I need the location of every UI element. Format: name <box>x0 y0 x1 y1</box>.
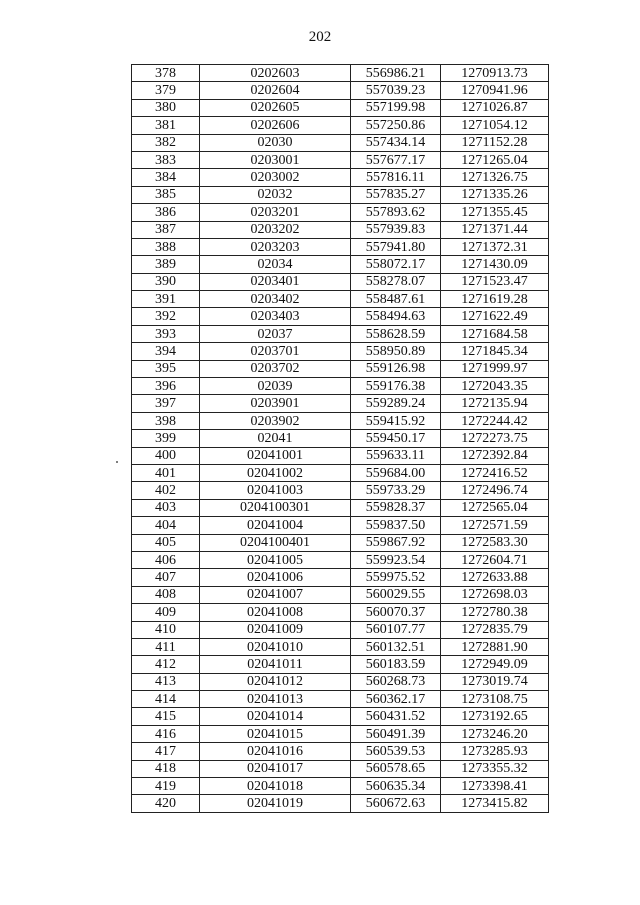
x-coordinate-cell: 560539.53 <box>351 743 441 760</box>
table-row <box>132 743 549 760</box>
y-coordinate-cell: 1273246.20 <box>441 725 549 742</box>
x-coordinate-cell: 559923.54 <box>351 551 441 568</box>
point-code-cell: 02034 <box>200 256 351 273</box>
point-code-cell: 0203203 <box>200 238 351 255</box>
y-coordinate-cell: 1271326.75 <box>441 169 549 186</box>
y-coordinate-cell: 1272604.71 <box>441 551 549 568</box>
row-index-cell: 414 <box>132 691 200 708</box>
table-row <box>132 256 549 273</box>
row-index-cell: 382 <box>132 134 200 151</box>
x-coordinate-cell: 558494.63 <box>351 308 441 325</box>
x-coordinate-cell: 559828.37 <box>351 499 441 516</box>
row-index-cell: 403 <box>132 499 200 516</box>
table-row <box>132 238 549 255</box>
point-code-cell: 0203402 <box>200 291 351 308</box>
row-index-cell: 408 <box>132 586 200 603</box>
y-coordinate-cell: 1273192.65 <box>441 708 549 725</box>
x-coordinate-cell: 557434.14 <box>351 134 441 151</box>
x-coordinate-cell: 560578.65 <box>351 760 441 777</box>
table-row <box>132 82 549 99</box>
point-code-cell: 02041012 <box>200 673 351 690</box>
y-coordinate-cell: 1272135.94 <box>441 395 549 412</box>
point-code-cell: 02041002 <box>200 464 351 481</box>
y-coordinate-cell: 1272633.88 <box>441 569 549 586</box>
x-coordinate-cell: 558278.07 <box>351 273 441 290</box>
y-coordinate-cell: 1272416.52 <box>441 464 549 481</box>
x-coordinate-cell: 560635.34 <box>351 778 441 795</box>
row-index-cell: 409 <box>132 604 200 621</box>
row-index-cell: 417 <box>132 743 200 760</box>
table-row <box>132 430 549 447</box>
row-index-cell: 394 <box>132 343 200 360</box>
x-coordinate-cell: 557199.98 <box>351 99 441 116</box>
x-coordinate-cell: 558628.59 <box>351 325 441 342</box>
point-code-cell: 0203702 <box>200 360 351 377</box>
point-code-cell: 0203901 <box>200 395 351 412</box>
table-row <box>132 586 549 603</box>
x-coordinate-cell: 557816.11 <box>351 169 441 186</box>
row-index-cell: 386 <box>132 204 200 221</box>
table-row <box>132 517 549 534</box>
table-row <box>132 795 549 812</box>
row-index-cell: 379 <box>132 82 200 99</box>
point-code-cell: 02041007 <box>200 586 351 603</box>
point-code-cell: 0203002 <box>200 169 351 186</box>
row-index-cell: 401 <box>132 464 200 481</box>
x-coordinate-cell: 559633.11 <box>351 447 441 464</box>
y-coordinate-cell: 1271026.87 <box>441 99 549 116</box>
y-coordinate-cell: 1271684.58 <box>441 325 549 342</box>
y-coordinate-cell: 1272881.90 <box>441 638 549 655</box>
table-row <box>132 499 549 516</box>
y-coordinate-cell: 1272244.42 <box>441 412 549 429</box>
y-coordinate-cell: 1273108.75 <box>441 691 549 708</box>
y-coordinate-cell: 1271355.45 <box>441 204 549 221</box>
row-index-cell: 418 <box>132 760 200 777</box>
x-coordinate-cell: 560431.52 <box>351 708 441 725</box>
point-code-cell: 02041009 <box>200 621 351 638</box>
x-coordinate-cell: 560132.51 <box>351 638 441 655</box>
point-code-cell: 02041004 <box>200 517 351 534</box>
table-row <box>132 534 549 551</box>
y-coordinate-cell: 1272496.74 <box>441 482 549 499</box>
table-row <box>132 273 549 290</box>
x-coordinate-cell: 560070.37 <box>351 604 441 621</box>
row-index-cell: 383 <box>132 151 200 168</box>
x-coordinate-cell: 559837.50 <box>351 517 441 534</box>
point-code-cell: 02037 <box>200 325 351 342</box>
point-code-cell: 0202604 <box>200 82 351 99</box>
table-row <box>132 551 549 568</box>
table-row <box>132 638 549 655</box>
table-row <box>132 308 549 325</box>
x-coordinate-cell: 559289.24 <box>351 395 441 412</box>
x-coordinate-cell: 557835.27 <box>351 186 441 203</box>
point-code-cell: 0202605 <box>200 99 351 116</box>
y-coordinate-cell: 1273398.41 <box>441 778 549 795</box>
table-row <box>132 169 549 186</box>
row-index-cell: 393 <box>132 325 200 342</box>
x-coordinate-cell: 557939.83 <box>351 221 441 238</box>
row-index-cell: 420 <box>132 795 200 812</box>
y-coordinate-cell: 1271265.04 <box>441 151 549 168</box>
point-code-cell: 02039 <box>200 378 351 395</box>
x-coordinate-cell: 560672.63 <box>351 795 441 812</box>
table-row <box>132 99 549 116</box>
row-index-cell: 380 <box>132 99 200 116</box>
y-coordinate-cell: 1272698.03 <box>441 586 549 603</box>
y-coordinate-cell: 1273019.74 <box>441 673 549 690</box>
x-coordinate-cell: 560491.39 <box>351 725 441 742</box>
y-coordinate-cell: 1271845.34 <box>441 343 549 360</box>
table-row <box>132 186 549 203</box>
point-code-cell: 0204100301 <box>200 499 351 516</box>
point-code-cell: 02041011 <box>200 656 351 673</box>
point-code-cell: 0203403 <box>200 308 351 325</box>
table-row <box>132 204 549 221</box>
point-code-cell: 02032 <box>200 186 351 203</box>
table-row <box>132 447 549 464</box>
point-code-cell: 02041006 <box>200 569 351 586</box>
x-coordinate-cell: 559733.29 <box>351 482 441 499</box>
row-index-cell: 395 <box>132 360 200 377</box>
row-index-cell: 399 <box>132 430 200 447</box>
table-row <box>132 569 549 586</box>
y-coordinate-cell: 1272780.38 <box>441 604 549 621</box>
x-coordinate-cell: 559684.00 <box>351 464 441 481</box>
table-row <box>132 621 549 638</box>
table-row <box>132 291 549 308</box>
y-coordinate-cell: 1272273.75 <box>441 430 549 447</box>
row-index-cell: 411 <box>132 638 200 655</box>
point-code-cell: 02041016 <box>200 743 351 760</box>
row-index-cell: 388 <box>132 238 200 255</box>
y-coordinate-cell: 1270913.73 <box>441 65 549 82</box>
y-coordinate-cell: 1273415.82 <box>441 795 549 812</box>
table-row <box>132 708 549 725</box>
row-index-cell: 404 <box>132 517 200 534</box>
row-index-cell: 406 <box>132 551 200 568</box>
y-coordinate-cell: 1272949.09 <box>441 656 549 673</box>
table-row <box>132 134 549 151</box>
x-coordinate-cell: 557250.86 <box>351 117 441 134</box>
point-code-cell: 02041019 <box>200 795 351 812</box>
y-coordinate-cell: 1272835.79 <box>441 621 549 638</box>
x-coordinate-cell: 558950.89 <box>351 343 441 360</box>
y-coordinate-cell: 1271054.12 <box>441 117 549 134</box>
point-code-cell: 02041017 <box>200 760 351 777</box>
x-coordinate-cell: 557677.17 <box>351 151 441 168</box>
table-row <box>132 412 549 429</box>
point-code-cell: 0203201 <box>200 204 351 221</box>
table-row <box>132 656 549 673</box>
point-code-cell: 02041 <box>200 430 351 447</box>
y-coordinate-cell: 1271372.31 <box>441 238 549 255</box>
point-code-cell: 0203902 <box>200 412 351 429</box>
x-coordinate-cell: 560268.73 <box>351 673 441 690</box>
x-coordinate-cell: 556986.21 <box>351 65 441 82</box>
point-code-cell: 0203401 <box>200 273 351 290</box>
y-coordinate-cell: 1273285.93 <box>441 743 549 760</box>
point-code-cell: 02041008 <box>200 604 351 621</box>
x-coordinate-cell: 559176.38 <box>351 378 441 395</box>
row-index-cell: 416 <box>132 725 200 742</box>
row-index-cell: 400 <box>132 447 200 464</box>
y-coordinate-cell: 1271999.97 <box>441 360 549 377</box>
table-row <box>132 760 549 777</box>
y-coordinate-cell: 1273355.32 <box>441 760 549 777</box>
row-index-cell: 419 <box>132 778 200 795</box>
row-index-cell: 378 <box>132 65 200 82</box>
x-coordinate-cell: 557941.80 <box>351 238 441 255</box>
row-index-cell: 412 <box>132 656 200 673</box>
point-code-cell: 0203701 <box>200 343 351 360</box>
row-index-cell: 407 <box>132 569 200 586</box>
row-index-cell: 387 <box>132 221 200 238</box>
row-index-cell: 396 <box>132 378 200 395</box>
x-coordinate-cell: 560362.17 <box>351 691 441 708</box>
table-row <box>132 725 549 742</box>
table-row <box>132 691 549 708</box>
x-coordinate-cell: 560107.77 <box>351 621 441 638</box>
x-coordinate-cell: 557893.62 <box>351 204 441 221</box>
row-index-cell: 391 <box>132 291 200 308</box>
row-index-cell: 392 <box>132 308 200 325</box>
point-code-cell: 02041010 <box>200 638 351 655</box>
table-row <box>132 673 549 690</box>
y-coordinate-cell: 1272571.59 <box>441 517 549 534</box>
y-coordinate-cell: 1271622.49 <box>441 308 549 325</box>
y-coordinate-cell: 1272392.84 <box>441 447 549 464</box>
point-code-cell: 02041005 <box>200 551 351 568</box>
point-code-cell: 0202606 <box>200 117 351 134</box>
point-code-cell: 0202603 <box>200 65 351 82</box>
row-index-cell: 398 <box>132 412 200 429</box>
point-code-cell: 0204100401 <box>200 534 351 551</box>
table-row <box>132 778 549 795</box>
row-index-cell: 381 <box>132 117 200 134</box>
y-coordinate-cell: 1272565.04 <box>441 499 549 516</box>
point-code-cell: 02041001 <box>200 447 351 464</box>
point-code-cell: 02041013 <box>200 691 351 708</box>
point-code-cell: 02041014 <box>200 708 351 725</box>
x-coordinate-cell: 560183.59 <box>351 656 441 673</box>
row-index-cell: 384 <box>132 169 200 186</box>
y-coordinate-cell: 1271523.47 <box>441 273 549 290</box>
point-code-cell: 02041003 <box>200 482 351 499</box>
y-coordinate-cell: 1271335.26 <box>441 186 549 203</box>
page-number: 202 <box>308 29 332 45</box>
row-index-cell: 415 <box>132 708 200 725</box>
point-code-cell: 02030 <box>200 134 351 151</box>
table-body <box>132 65 549 813</box>
coordinates-table <box>131 64 549 813</box>
table-row <box>132 343 549 360</box>
table-row <box>132 378 549 395</box>
row-index-cell: 385 <box>132 186 200 203</box>
row-index-cell: 413 <box>132 673 200 690</box>
point-code-cell: 0203202 <box>200 221 351 238</box>
x-coordinate-cell: 559126.98 <box>351 360 441 377</box>
row-index-cell: 397 <box>132 395 200 412</box>
table-row <box>132 325 549 342</box>
y-coordinate-cell: 1272583.30 <box>441 534 549 551</box>
x-coordinate-cell: 559450.17 <box>351 430 441 447</box>
x-coordinate-cell: 560029.55 <box>351 586 441 603</box>
table-row <box>132 395 549 412</box>
stray-dot <box>116 461 118 463</box>
row-index-cell: 390 <box>132 273 200 290</box>
row-index-cell: 402 <box>132 482 200 499</box>
row-index-cell: 410 <box>132 621 200 638</box>
x-coordinate-cell: 558487.61 <box>351 291 441 308</box>
row-index-cell: 405 <box>132 534 200 551</box>
x-coordinate-cell: 558072.17 <box>351 256 441 273</box>
point-code-cell: 0203001 <box>200 151 351 168</box>
table-row <box>132 604 549 621</box>
table-row <box>132 360 549 377</box>
table-row <box>132 65 549 82</box>
row-index-cell: 389 <box>132 256 200 273</box>
y-coordinate-cell: 1272043.35 <box>441 378 549 395</box>
y-coordinate-cell: 1271371.44 <box>441 221 549 238</box>
x-coordinate-cell: 557039.23 <box>351 82 441 99</box>
point-code-cell: 02041018 <box>200 778 351 795</box>
table-row <box>132 117 549 134</box>
table-row <box>132 482 549 499</box>
table-row <box>132 464 549 481</box>
y-coordinate-cell: 1270941.96 <box>441 82 549 99</box>
x-coordinate-cell: 559867.92 <box>351 534 441 551</box>
y-coordinate-cell: 1271152.28 <box>441 134 549 151</box>
table-row <box>132 221 549 238</box>
table-row <box>132 151 549 168</box>
x-coordinate-cell: 559975.52 <box>351 569 441 586</box>
x-coordinate-cell: 559415.92 <box>351 412 441 429</box>
point-code-cell: 02041015 <box>200 725 351 742</box>
y-coordinate-cell: 1271430.09 <box>441 256 549 273</box>
y-coordinate-cell: 1271619.28 <box>441 291 549 308</box>
